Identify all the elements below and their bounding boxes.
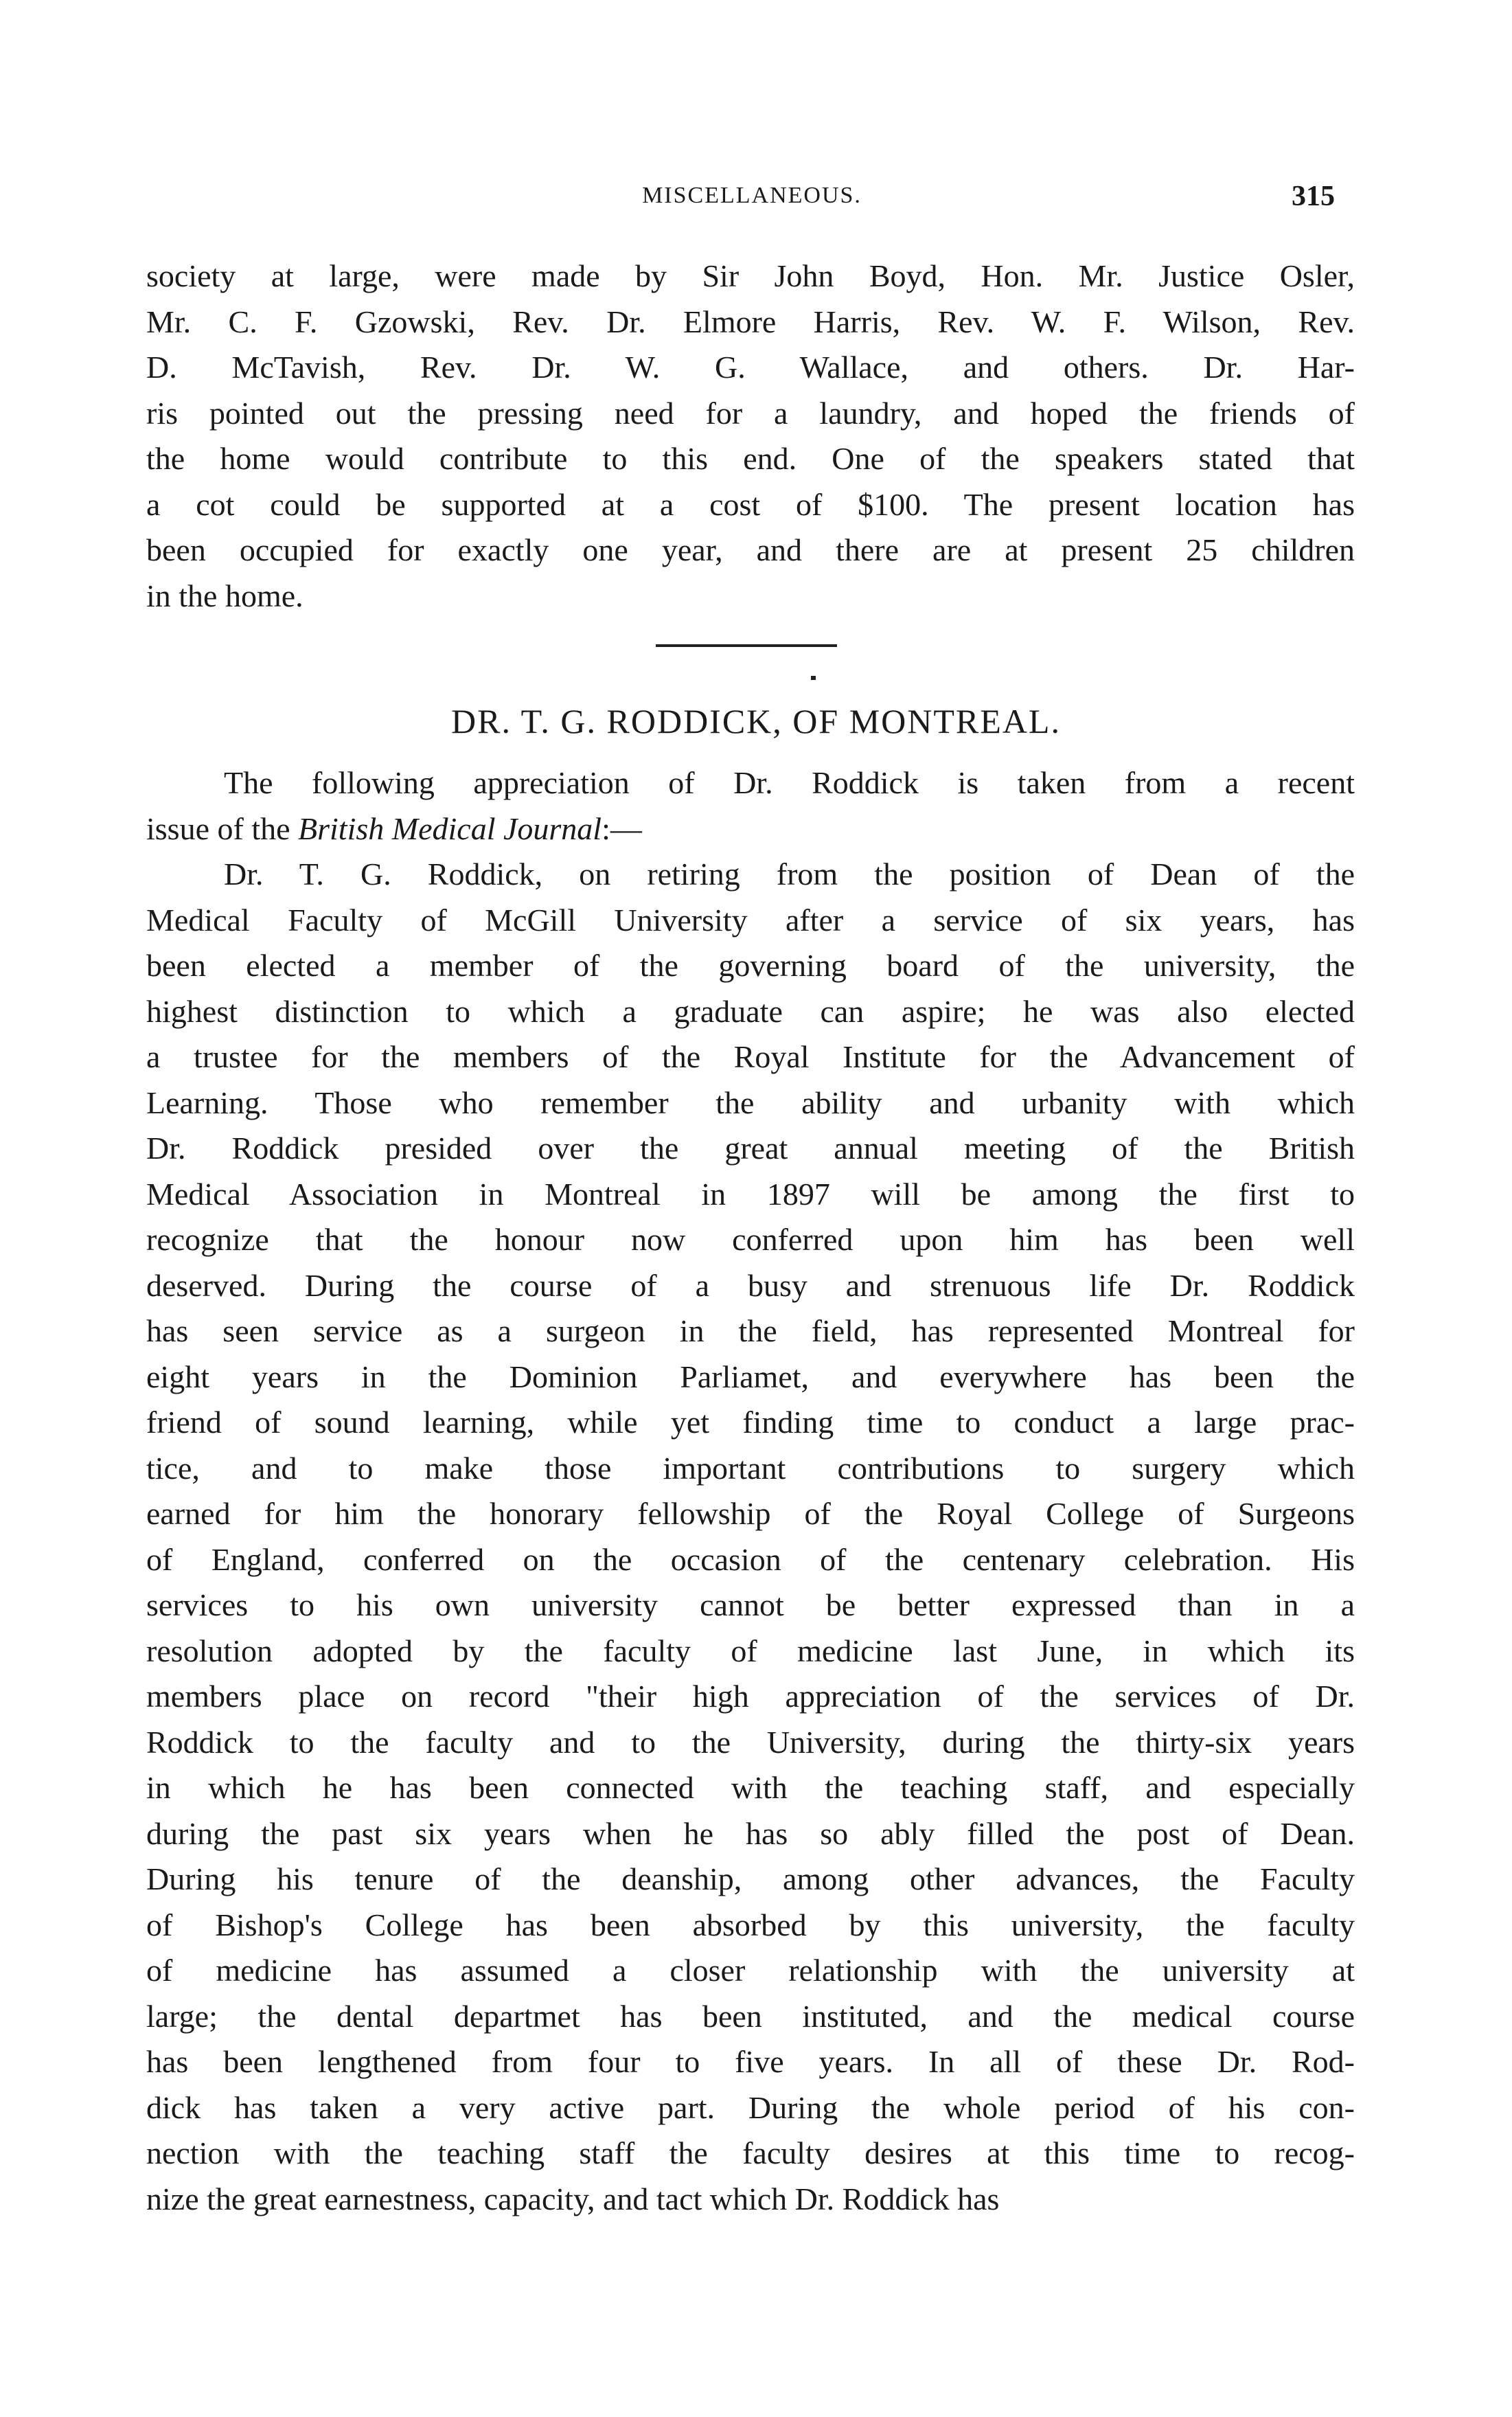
text-line: of medicine has assumed a closer relationship with the university at <box>146 1953 1355 1988</box>
text-line: earned for him the honorary fellowship of the Royal College of Surgeons <box>146 1496 1355 1531</box>
text-line: Medical Association in Montreal in 1897 will be among the first to <box>146 1176 1355 1212</box>
text-line: nize the great earnestness, capacity, and tact which Dr. Roddick has <box>146 2181 1000 2216</box>
text-line: resolution adopted by the faculty of medicine last June, in which its <box>146 1633 1355 1668</box>
text-line: been occupied for exactly one year, and there are at present 25 children <box>146 532 1355 567</box>
text-line: of Bishop's College has been absorbed by this university, the faculty <box>146 1907 1355 1942</box>
article-body <box>146 760 1355 2222</box>
text-line: nection with the teaching staff the faculty desires at this time to recog- <box>146 2135 1355 2170</box>
text-line: tice, and to make those important contributions to surgery which <box>146 1450 1355 1486</box>
intro-suffix: :— <box>602 810 642 846</box>
text-line: members place on record "their high appreciation of the services of Dr. <box>146 1679 1355 1714</box>
text-line: Learning. Those who remember the ability and urbanity with which <box>146 1085 1355 1120</box>
text-line: has been lengthened from four to five years. In all of these Dr. Rod- <box>146 2044 1355 2079</box>
text-line: a trustee for the members of the Royal Institute for the Advancement of <box>146 1039 1355 1074</box>
text-line: highest distinction to which a graduate can aspire; he was also elected <box>146 993 1355 1029</box>
text-line: ris pointed out the pressing need for a laundry, and hoped the friends of <box>146 395 1355 431</box>
text-line: large; the dental departmet has been instituted, and the medical course <box>146 1998 1355 2034</box>
text-line: society at large, were made by Sir John Boyd, Hon. Mr. Justice Osler, <box>146 258 1355 293</box>
text-line: services to his own university cannot be better expressed than in a <box>146 1587 1355 1622</box>
text-line: a cot could be supported at a cost of $100. The present location has <box>146 486 1355 522</box>
running-head-title: MISCELLANEOUS. <box>642 183 862 208</box>
intro-line <box>146 806 1355 852</box>
section-1-paragraph <box>146 253 1355 619</box>
text-line: deserved. During the course of a busy and strenuous life Dr. Roddick <box>146 1267 1355 1303</box>
text-line: recognize that the honour now conferred upon him has been well <box>146 1222 1355 1257</box>
text-line: eight years in the Dominion Parliamet, and everywhere has been the <box>146 1359 1355 1394</box>
text-line: Medical Faculty of McGill University after a service of six years, has <box>146 902 1355 938</box>
text-line: Roddick to the faculty and to the University, during the thirty-six years <box>146 1724 1355 1760</box>
text-line: Dr. T. G. Roddick, on retiring from the position of Dean of the <box>224 856 1355 892</box>
text-line: been elected a member of the governing board of the university, the <box>146 948 1355 983</box>
text-line: D. McTavish, Rev. Dr. W. G. Wallace, and others. Dr. Har- <box>146 350 1355 385</box>
text-line: the home would contribute to this end. One of the speakers stated that <box>146 441 1355 476</box>
text-line: friend of sound learning, while yet finding time to conduct a large prac- <box>146 1405 1355 1440</box>
text-line: Dr. Roddick presided over the great annual meeting of the British <box>146 1131 1355 1166</box>
section-divider <box>656 644 837 647</box>
text-line: has seen service as a surgeon in the field, has represented Montreal for <box>146 1313 1355 1348</box>
text-line: dick has taken a very active part. During the whole period of his con- <box>146 2089 1355 2125</box>
text-line: in which he has been connected with the teaching staff, and especially <box>146 1770 1355 1805</box>
page-number: 315 <box>1292 181 1335 212</box>
divider-dot <box>811 676 816 680</box>
text-line: During his tenure of the deanship, among other advances, the Faculty <box>146 1861 1355 1896</box>
text-line: of England, conferred on the occasion of the centenary celebration. His <box>146 1541 1355 1577</box>
text-line: during the past six years when he has so ably filled the post of Dean. <box>146 1815 1355 1851</box>
journal-title: British Medical Journal <box>298 810 602 846</box>
running-head <box>0 180 1512 214</box>
article-title: DR. T. G. RODDICK, OF MONTREAL. <box>451 702 1061 740</box>
intro-prefix: issue of the <box>146 810 299 846</box>
text-line: Mr. C. F. Gzowski, Rev. Dr. Elmore Harris, Rev. W. F. Wilson, Rev. <box>146 304 1355 339</box>
text-line: in the home. <box>146 578 303 613</box>
intro-line: The following appreciation of Dr. Roddick is taken from a recent <box>224 765 1355 800</box>
